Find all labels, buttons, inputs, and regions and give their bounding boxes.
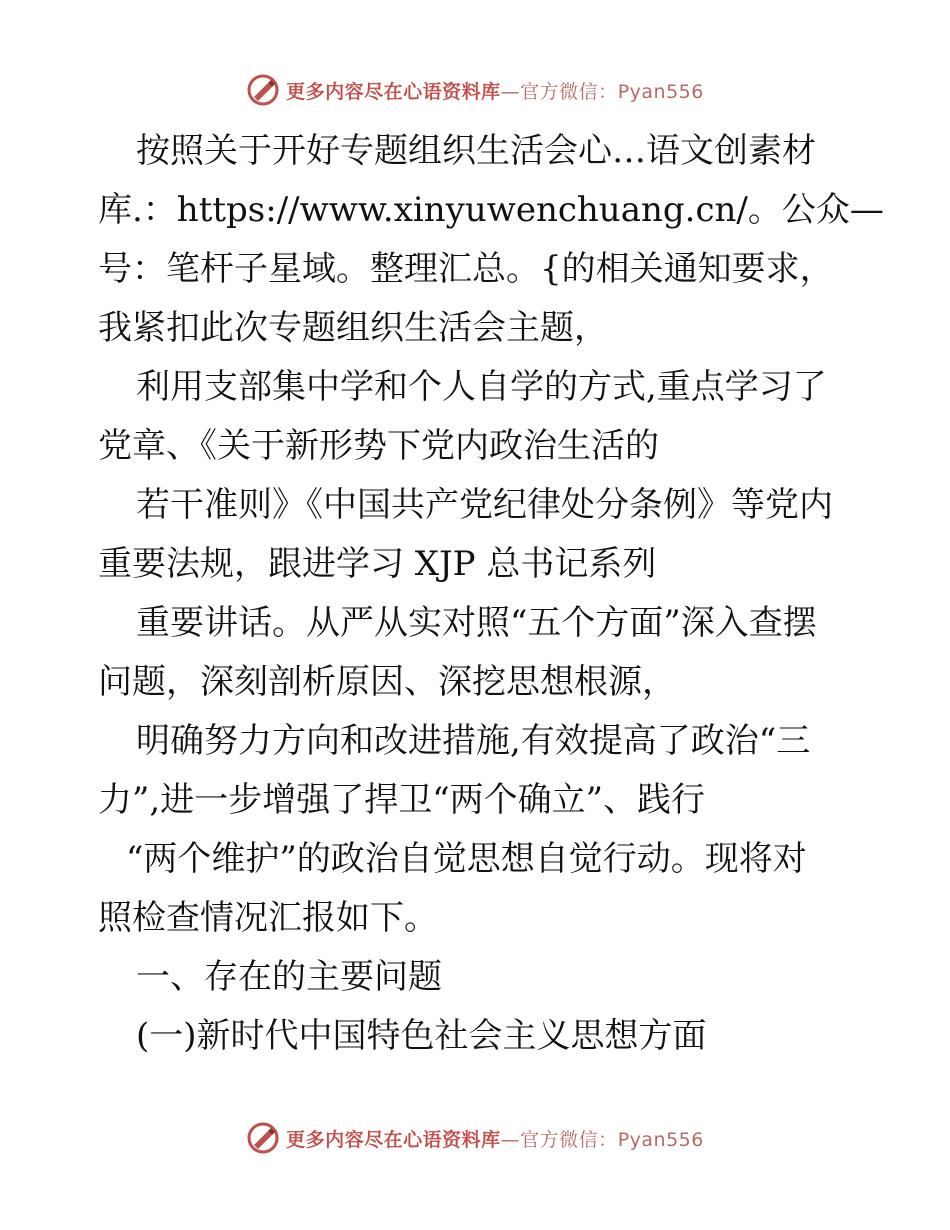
paragraph-line: 库.：https://www.xinyuwenchuang.cn/。公众— (98, 190, 884, 230)
paragraph-line: 问题，深刻剖析原因、深挖思想根源， (98, 662, 676, 702)
paragraph-line: 照检查情况汇报如下。 (98, 898, 438, 938)
paragraph-line: 重要讲话。从严从实对照“五个方面”深入查摆 (136, 603, 817, 643)
watermark-wechat-label: —官方微信： (500, 80, 618, 103)
paragraph-line: 重要法规，跟进学习 XJP 总书记系列 (98, 544, 657, 584)
watermark-title: 更多内容尽在心语资料库 (286, 1128, 501, 1151)
paragraph-line: 我紧扣此次专题组织生活会主题， (98, 308, 608, 348)
paragraph-line: 按照关于开好专题组织生活会心…语文创素材 (136, 131, 816, 171)
watermark-wechat-label: —官方微信： (500, 1128, 618, 1151)
paragraph-line: 明确努力方向和改进措施,有效提高了政治“三 (136, 721, 811, 761)
watermark-wechat-id: Pyan556 (617, 80, 704, 103)
pen-logo-icon (246, 73, 280, 107)
paragraph-line: 利用支部集中学和个人自学的方式,重点学习了 (136, 367, 827, 407)
footer-watermark (0, 1118, 950, 1158)
watermark-title: 更多内容尽在心语资料库 (286, 80, 501, 103)
subsection-heading: (一)新时代中国特色社会主义思想方面 (136, 1016, 707, 1056)
watermark-text (286, 77, 704, 104)
watermark-text (286, 1125, 704, 1152)
paragraph-line: 党章、《关于新形势下党内政治生活的 (98, 426, 659, 466)
paragraph-line: 若干准则》《中国共产党纪律处分条例》等党内 (136, 485, 833, 525)
paragraph-line: “两个维护”的政治自觉思想自觉行动。现将对 (126, 839, 807, 879)
watermark-wechat-id: Pyan556 (617, 1128, 704, 1151)
section-heading: 一、存在的主要问题 (136, 957, 442, 997)
pen-logo-icon (246, 1121, 280, 1155)
header-watermark (0, 70, 950, 110)
document-body (98, 122, 884, 1066)
paragraph-line: 号：笔杆子星域。整理汇总。{的相关通知要求， (98, 249, 834, 289)
paragraph-line: 力”,进一步增强了捍卫“两个确立”、践行 (98, 780, 705, 820)
